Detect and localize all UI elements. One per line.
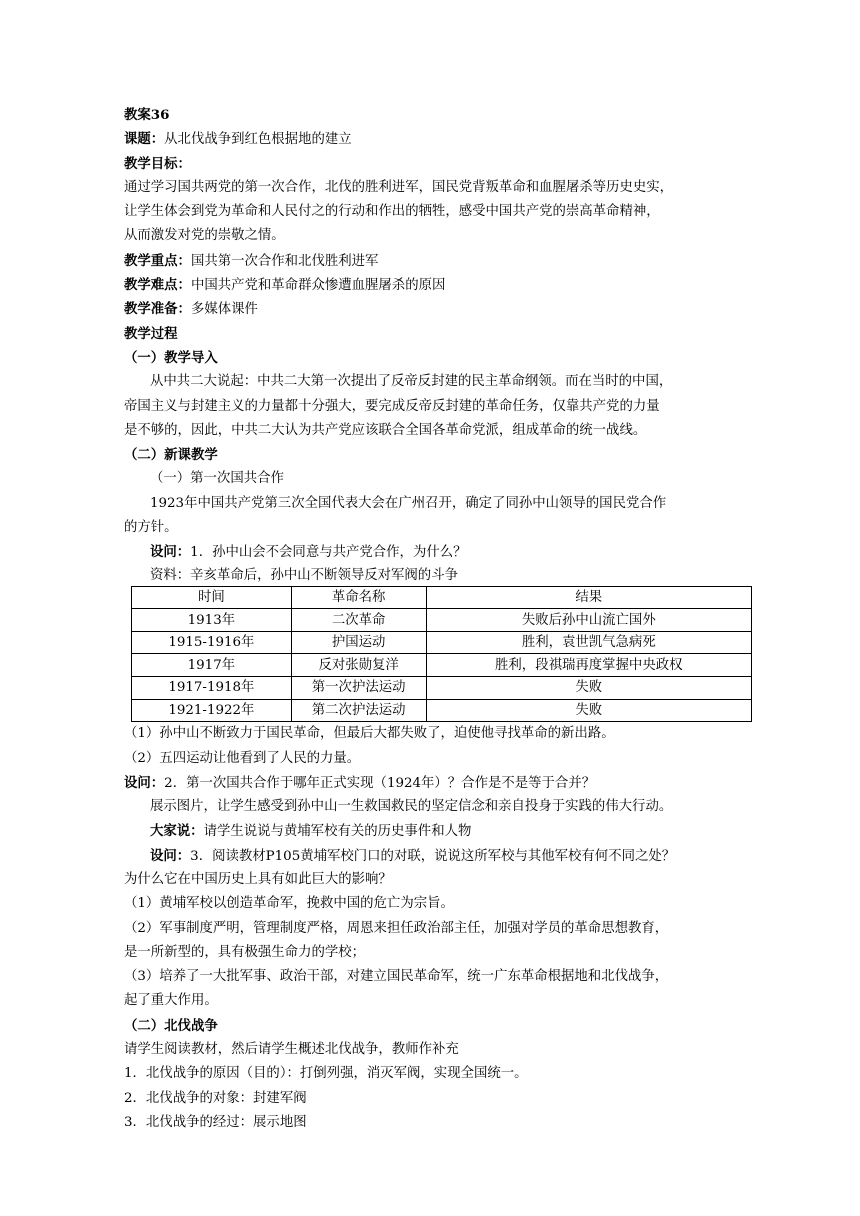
intro-line: 从中共二大说起：中共二大第一次提出了反帝反封建的民主革命纲领。而在当时的中国，	[150, 374, 673, 390]
question-1	[124, 540, 744, 564]
process-label: 教学过程	[124, 325, 178, 342]
intro-line: 是不够的，因此，中共二大认为共产党应该联合全国各革命党派，组成革命的统一战线。	[124, 422, 647, 438]
question-text: 2．第一次国共合作于哪年正式实现（1924年）？合作是不是等于合并？	[164, 775, 596, 791]
material-caption: 资料：辛亥革命后，孙中山不断领导反对军阀的斗争	[150, 567, 458, 583]
question-label: 设问：	[124, 774, 165, 791]
discussion-text: 请学生说说与黄埔军校有关的历史事件和人物	[203, 824, 472, 840]
history-table	[131, 586, 752, 723]
difficulty-value: 中国共产党和革命群众惨遭血腥屠杀的原因	[190, 278, 446, 294]
list-item: 1．北伐战争的原因（目的）：打倒列强，消灭军阀，实现全国统一。	[124, 1066, 528, 1082]
topic-label: 课题：	[124, 131, 165, 148]
table-cell: 二次革命	[291, 609, 426, 632]
answer-line: （3）培养了一大批军事、政治干部，对建立国民革命军，统一广东革命根据地和北伐战争，	[124, 969, 669, 985]
table-cell: 失败后孙中山流亡国外	[426, 609, 751, 632]
table-cell: 1915-1916年	[132, 631, 292, 654]
answer-line: （1）黄埔军校以创造革命军，挽救中国的危亡为宗旨。	[124, 896, 454, 912]
topic-value: 从北伐战争到红色根据地的建立	[164, 132, 352, 148]
table-cell: 护国运动	[291, 631, 426, 654]
prep-label: 教学准备：	[124, 301, 191, 318]
discussion-label: 大家说：	[150, 823, 204, 840]
question-3	[124, 844, 744, 868]
prep-value: 多媒体课件	[190, 302, 258, 318]
answer-line: （1）孙中山不断致力于国民革命，但最后大都失败了，迫使他寻找革命的新出路。	[124, 726, 615, 742]
list-item: 3．北伐战争的经过：展示地图	[124, 1114, 307, 1130]
list-item: 2．北伐战争的对象：封建军阀	[124, 1090, 307, 1106]
question-text: 1．孙中山会不会同意与共产党合作，为什么？	[190, 545, 467, 561]
table-cell: 胜利，袁世凯气急病死	[426, 631, 751, 654]
topic-line	[124, 127, 744, 151]
table-header-cell: 时间	[132, 586, 292, 609]
table-row	[132, 677, 752, 700]
subsection-title: （一）第一次国共合作	[150, 471, 284, 487]
paragraph-line: 展示图片，让学生感受到孙中山一生救国救民的坚定信念和亲自投身于实践的伟大行动。	[150, 799, 673, 815]
answer-line: 起了重大作用。	[124, 993, 218, 1009]
question-text-continued: 为什么它在中国历史上具有如此巨大的影响？	[124, 871, 392, 887]
northern-expedition-heading: （二）北伐战争	[124, 1017, 218, 1034]
question-label: 设问：	[150, 847, 191, 864]
table-cell: 第二次护法运动	[291, 699, 426, 722]
paragraph-line: 1923年中国共产党第三次全国代表大会在广州召开，确定了同孙中山领导的国民党合作	[150, 495, 667, 511]
table-header-cell: 结果	[426, 586, 751, 609]
intro-heading: （一）教学导入	[124, 349, 218, 366]
answer-line: （2）五四运动让他看到了人民的力量。	[124, 750, 361, 766]
doc-heading: 教案36	[124, 107, 170, 123]
focus-line	[124, 249, 744, 273]
goal-label: 教学目标：	[124, 155, 191, 172]
question-label: 设问：	[150, 544, 191, 561]
focus-value: 国共第一次合作和北伐胜利进军	[190, 253, 379, 269]
table-cell: 1913年	[132, 609, 292, 632]
table-row	[132, 699, 752, 722]
table-cell: 失败	[426, 677, 751, 700]
difficulty-label: 教学难点：	[124, 277, 191, 294]
table-header-cell: 革命名称	[291, 586, 426, 609]
goal-line: 通过学习国共两党的第一次合作，北伐的胜利进军，国民党背叛革命和血腥屠杀等历史史实，	[124, 179, 674, 195]
table-cell: 反对张勋复洋	[291, 654, 426, 677]
difficulty-line	[124, 273, 744, 297]
intro-line: 帝国主义与封建主义的力量都十分强大，要完成反帝反封建的革命任务，仅靠共产党的力量	[124, 398, 660, 414]
table-cell: 失败	[426, 699, 751, 722]
table-row	[132, 631, 752, 654]
table-row	[132, 654, 752, 677]
new-lesson-heading: （二）新课教学	[124, 447, 218, 464]
prep-line	[124, 297, 744, 321]
table-cell: 1921-1922年	[132, 699, 292, 722]
answer-line: 是一所新型的，具有极强生命力的学校；	[124, 944, 366, 960]
table-header-row	[132, 586, 752, 609]
goal-line: 从而激发对党的崇敬之情。	[124, 228, 285, 244]
question-2	[124, 771, 744, 795]
table-cell: 1917-1918年	[132, 677, 292, 700]
focus-label: 教学重点：	[124, 252, 191, 269]
table-cell: 第一次护法运动	[291, 677, 426, 700]
table-cell: 1917年	[132, 654, 292, 677]
discussion-line	[124, 819, 744, 843]
question-text: 3．阅读教材P105黄埔军校门口的对联，说说这所军校与其他军校有何不同之处？	[190, 848, 676, 864]
paragraph-line: 请学生阅读教材，然后请学生概述北伐战争，教师作补充	[124, 1042, 459, 1058]
answer-line: （2）军事制度严明，管理制度严格，周恩来担任政治部主任，加强对学员的革命思想教育，	[124, 920, 669, 936]
table-cell: 胜利，段祺瑞再度掌握中央政权	[426, 654, 751, 677]
paragraph-line: 的方针。	[124, 520, 178, 536]
lesson-plan-body	[124, 103, 744, 1135]
goal-line: 让学生体会到党为革命和人民付之的行动和作出的牺牲，感受中国共产党的崇高革命精神，	[124, 204, 660, 220]
table-row	[132, 609, 752, 632]
